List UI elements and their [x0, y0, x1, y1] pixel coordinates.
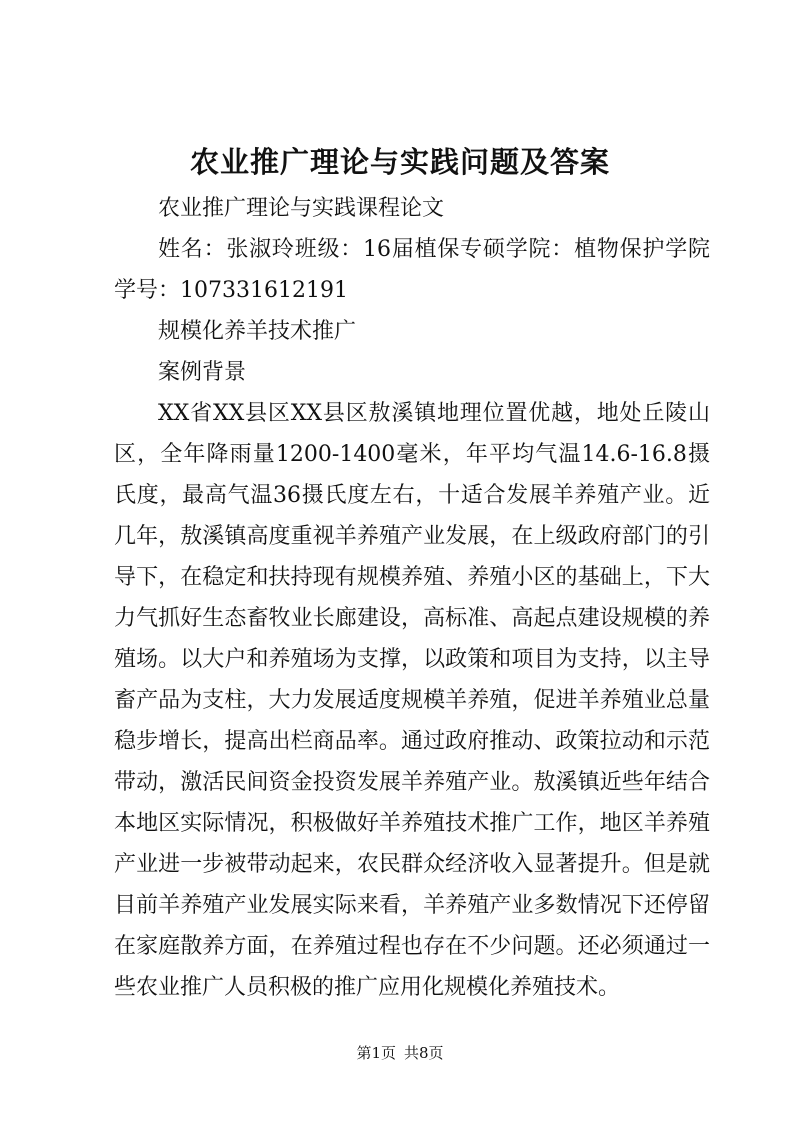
paragraph-section-heading: 案例背景	[158, 360, 247, 385]
paragraph-author-info: 姓名：张淑玲班级：16届植保专硕学院：植物保护学院学号：107331612191	[114, 237, 710, 303]
paragraph-case-background: XX省XX县区XX县区敖溪镇地理位置优越，地处丘陵山区，全年降雨量1200-1400毫米，年平均气温14.6-16.8摄氏度，最高气温36摄氏度左右，十适合发展羊养殖产业。近几年，敖溪镇高度重视羊养殖产业发展，在上级政府部门的引导下，在稳定和扶持现有规模养殖、养殖小区的基础上，下大力气抓好生态畜牧业长廊建设，高标准、高起点建设规模的养殖场。以大户和养殖场为支撑，以政策和项目为支持，以主导畜产品为支柱，大力发展适度规模羊养殖，促进羊养殖业总量稳步增长，提高出栏商品率。通过政府推动、政策拉动和示范带动，激活民间资金投资发展羊养殖产业。敖溪镇近些年结合本地区实际情况，积极做好羊养殖技术推广工作，地区羊养殖产业进一步被带动起来，农民群众经济收入显著提升。但是就目前羊养殖产业发展实际来看，羊养殖产业多数情况下还停留在家庭散养方面，在养殖过程也存在不少问题。还必须通过一些农业推广人员积极的推广应用化规模化养殖技术。	[114, 401, 710, 1000]
page-total: 共8页	[404, 1044, 444, 1062]
page-footer	[0, 1043, 800, 1063]
page-number: 第1页	[356, 1044, 396, 1062]
document-body	[114, 188, 710, 1008]
document-title: 农业推广理论与实践问题及答案	[189, 145, 610, 179]
paragraph-course-paper: 农业推广理论与实践课程论文	[158, 196, 445, 221]
paragraph-topic: 规模化养羊技术推广	[158, 319, 357, 344]
